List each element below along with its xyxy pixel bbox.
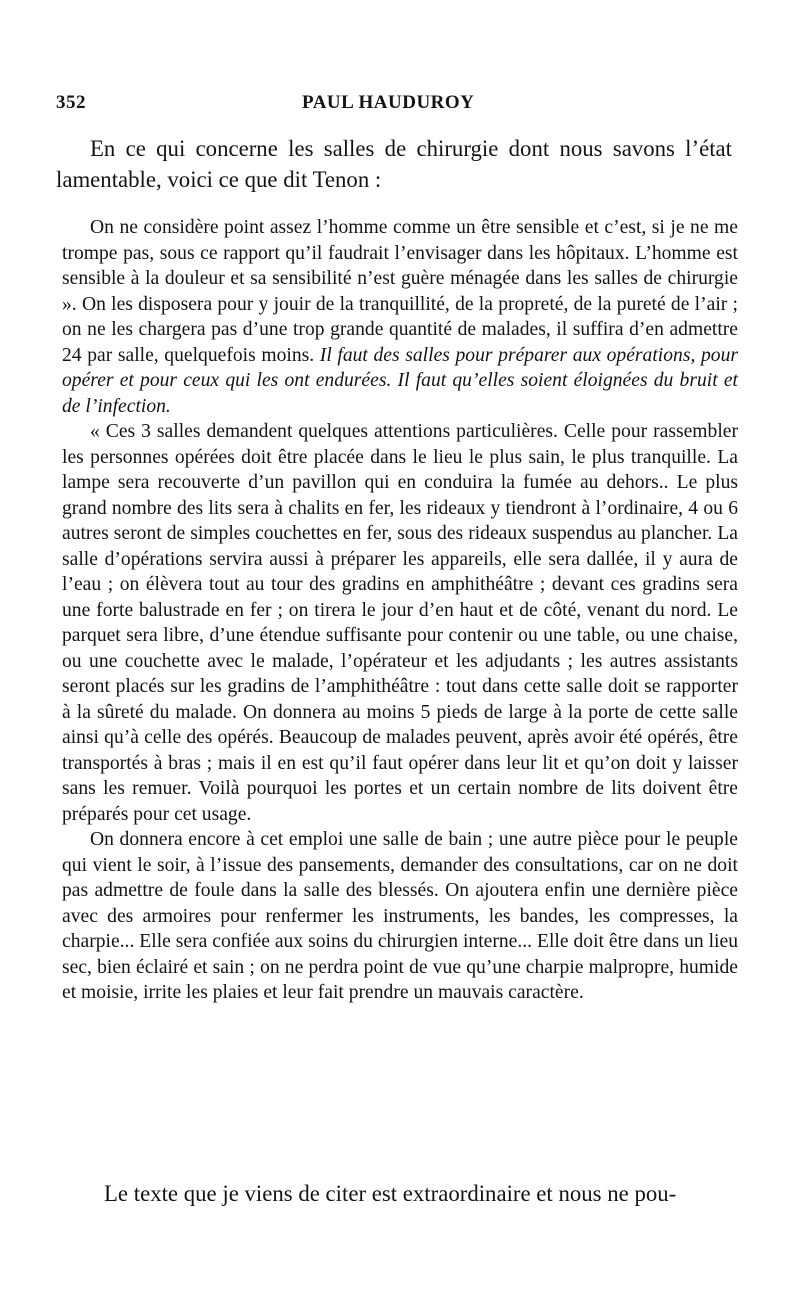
page-header [56, 92, 740, 116]
quote-paragraph-1-text: On ne considère point assez l’homme comme un être sensible et c’est, si je ne me trompe pas, sous ce rapport qu’il faudrait l’envisager dans les hôpitaux. L’homme est sensible à la douleur et sa sensibilité n’est guère ménagée dans les salles de chirurgie ». On les disposera pour y jouir de la tranquillité, de la propreté, de la pureté de l’air ; on ne les chargera pas d’une trop grande quantité de malades, il suffira d’en admettre 24 par salle, quelquefois moins. [62, 217, 738, 366]
page-number: 352 [56, 92, 86, 113]
quote-paragraph-1-italic: Il faut des salles pour préparer aux opérations, pour opérer et pour ceux qui les ont endurées. Il faut qu’elles soient éloignées du bruit et de l’infection. [62, 344, 739, 417]
tenon-quotation [62, 215, 738, 1006]
intro-paragraph: En ce qui concerne les salles de chirurgie dont nous savons l’état lamentable, voici ce que dit Tenon : [56, 136, 732, 192]
running-head-author: PAUL HAUDUROY [302, 92, 475, 113]
quote-paragraph-1 [62, 215, 738, 419]
quote-paragraph-2: « Ces 3 salles demandent quelques attentions particulières. Celle pour rassembler les personnes opérées doit être placée dans le lieu le plus sain, le plus tranquille. La lampe sera recouverte d’un pavillon qui en conduira la fumée au dehors.. Le plus grand nombre des lits sera à chalits en fer, les rideaux y tiendront à l’ordinaire, 4 ou 6 autres seront de simples couchettes en fer, sous des rideaux suspendus au plancher. La salle d’opérations servira aussi à préparer les appareils, elle sera dallée, il y aura de l’eau ; on élèvera tout au tour des gradins en amphithéâtre ; devant ces gradins sera une forte balustrade en fer ; on tirera le jour d’en haut et de côté, venant du nord. Le parquet sera libre, d’une étendue suffisante pour contenir ou une table, ou une chaise, ou une couchette avec le malade, l’opérateur et les adjudants ; les autres assistants seront placés sur les gradins de l’amphithéâtre : tout dans cette salle doit se rapporter à la sûreté du malade. On donnera au moins 5 pieds de large à la porte de cette salle ainsi qu’à celle des opérés. Beaucoup de malades peuvent, après avoir été opérés, être transportés à bras ; mais il en est qu’il faut opérer dans leur lit et qu’on doit y laisser sans les remuer. Voilà pourquoi les portes et un certain nombre de lits doivent être préparés pour cet usage. [62, 421, 738, 825]
quote-paragraph-3: On donnera encore à cet emploi une salle de bain ; une autre pièce pour le peuple qui vient le soir, à l’issue des pansements, demander des consultations, car on ne doit pas admettre de foule dans la salle des blessés. On ajoutera enfin une dernière pièce avec des armoires pour renfermer les instruments, les bandes, les compresses, la charpie... Elle sera confiée aux soins du chirurgien interne... Elle doit être dans un lieu sec, bien éclairé et sain ; on ne perdra point de vue qu’une charpie malpropre, humide et moisie, irrite les plaies et leur fait prendre un mauvais caractère. [62, 829, 738, 1003]
closing-paragraph: Le texte que je viens de citer est extraordinaire et nous ne pou- [104, 1181, 677, 1206]
